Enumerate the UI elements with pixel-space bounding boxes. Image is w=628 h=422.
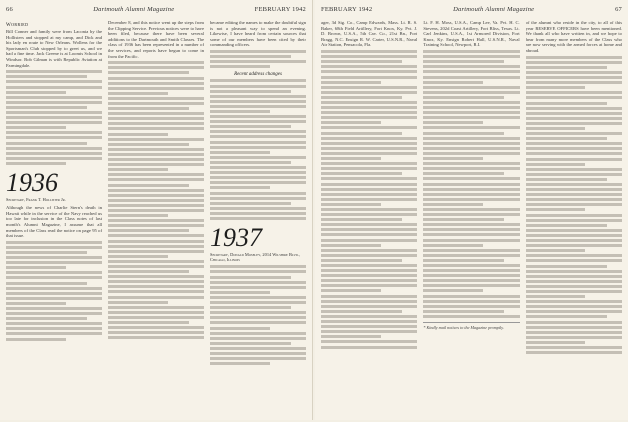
running-head-right bbox=[321, 6, 622, 16]
magazine-title: Dartmouth Alumni Magazine bbox=[453, 6, 535, 13]
class-secretary: Secretary, Donald Moseley, 2014 Wilshire Blvd., Chicago, Illinois bbox=[210, 251, 300, 263]
right-page bbox=[315, 0, 628, 420]
body-paragraph: Bill Conner and family were from Laconia by the Hollisters and stopped at my camp, and Dick and his lady en route to New Orleans. Wollens for the Sportsman's Club stopped by to greet us, and we had a fine time. Jack Greene is at Loomis School in Windsor. Bob Gilman is with Republic Aviation at Farmingdale. bbox=[6, 29, 102, 68]
magazine-title: Dartmouth Alumni Magazine bbox=[93, 6, 175, 13]
list-header: Recent address changes bbox=[234, 72, 282, 78]
class-year-heading: 1936 bbox=[6, 167, 58, 197]
left-columns bbox=[6, 20, 306, 422]
footnote: * Kindly mail notices to the Magazine promptly. bbox=[423, 322, 519, 330]
issue-date: FEBRUARY 1942 bbox=[254, 6, 306, 13]
class-year-heading: 1937 bbox=[210, 222, 262, 252]
right-columns bbox=[321, 20, 622, 422]
right-col-3 bbox=[526, 20, 622, 422]
page-number: 66 bbox=[6, 6, 13, 13]
left-page bbox=[0, 0, 313, 420]
running-head-left bbox=[6, 6, 306, 16]
left-col-3 bbox=[210, 20, 306, 422]
page-number: 67 bbox=[615, 6, 622, 13]
body-paragraph: Lt. F. H. Moss, U.S.A., Camp Lee, Va. Pvt. H. C. Stevens, 202d Coast Artillery, Fort Bliss, Texas. Lt. Carl Jenkins, U.S.A., 1st Armored Division, Fort Knox, Ky. Ensign Robert Hall, U.S.N.R., Naval Training School, Newport, R.I. bbox=[423, 20, 520, 48]
left-col-1 bbox=[6, 20, 102, 422]
body-paragraph: December 8, and this notice went up the steps from the Clipping Service. Previous notices were to have been filed, because there have been several additions to the Dartmouth and Smith Classes. The class of 1936 has been represented in a number of the services, and reports have begun to come in from the Pacific. bbox=[108, 20, 204, 59]
right-col-1 bbox=[321, 20, 417, 422]
issue-date: FEBRUARY 1942 bbox=[321, 6, 373, 13]
left-col-2 bbox=[108, 20, 204, 422]
section-label: Worried bbox=[6, 23, 29, 28]
class-secretary: Secretary, Frank T. Hollister Jr. bbox=[6, 196, 66, 202]
body-paragraph: Although the news of Charlie Stern's death in Hawaii while in the service of the Navy reached us too late for inclusion in the Class notes of last month's Alumni Magazine, I assume that all members of the Class read the notice on page 95 of that issue. bbox=[6, 205, 102, 239]
right-col-2 bbox=[423, 20, 519, 422]
body-paragraph: ager, 3d Sig. Co., Camp Edwards, Mass. Lt. R. S. Baker, 68th Field Artillery, Fort Knox, Ky. Pvt. J. D. Brown, U.S.A., 5th Cav. Co., 21st Bn., Fort Bragg, N.C. Ensign R. W. Carter, U.S.N.R., Naval Air Station, Pensacola, Fla. bbox=[321, 20, 418, 48]
body-paragraph: of the alumni who reside in the city, to all of this year RESERVE OFFICERS have been mentioned. We thank all who have written in, and we hope to hear from many more members of the Class who are now serving with the armed forces at home and abroad. bbox=[525, 20, 622, 53]
body-paragraph: became editing the names to make the doubtful sign is not a pleasant way to spend an evening. Likewise, I have heard from certain sources that some of our members have been cited by their commanding officers. bbox=[210, 20, 306, 48]
